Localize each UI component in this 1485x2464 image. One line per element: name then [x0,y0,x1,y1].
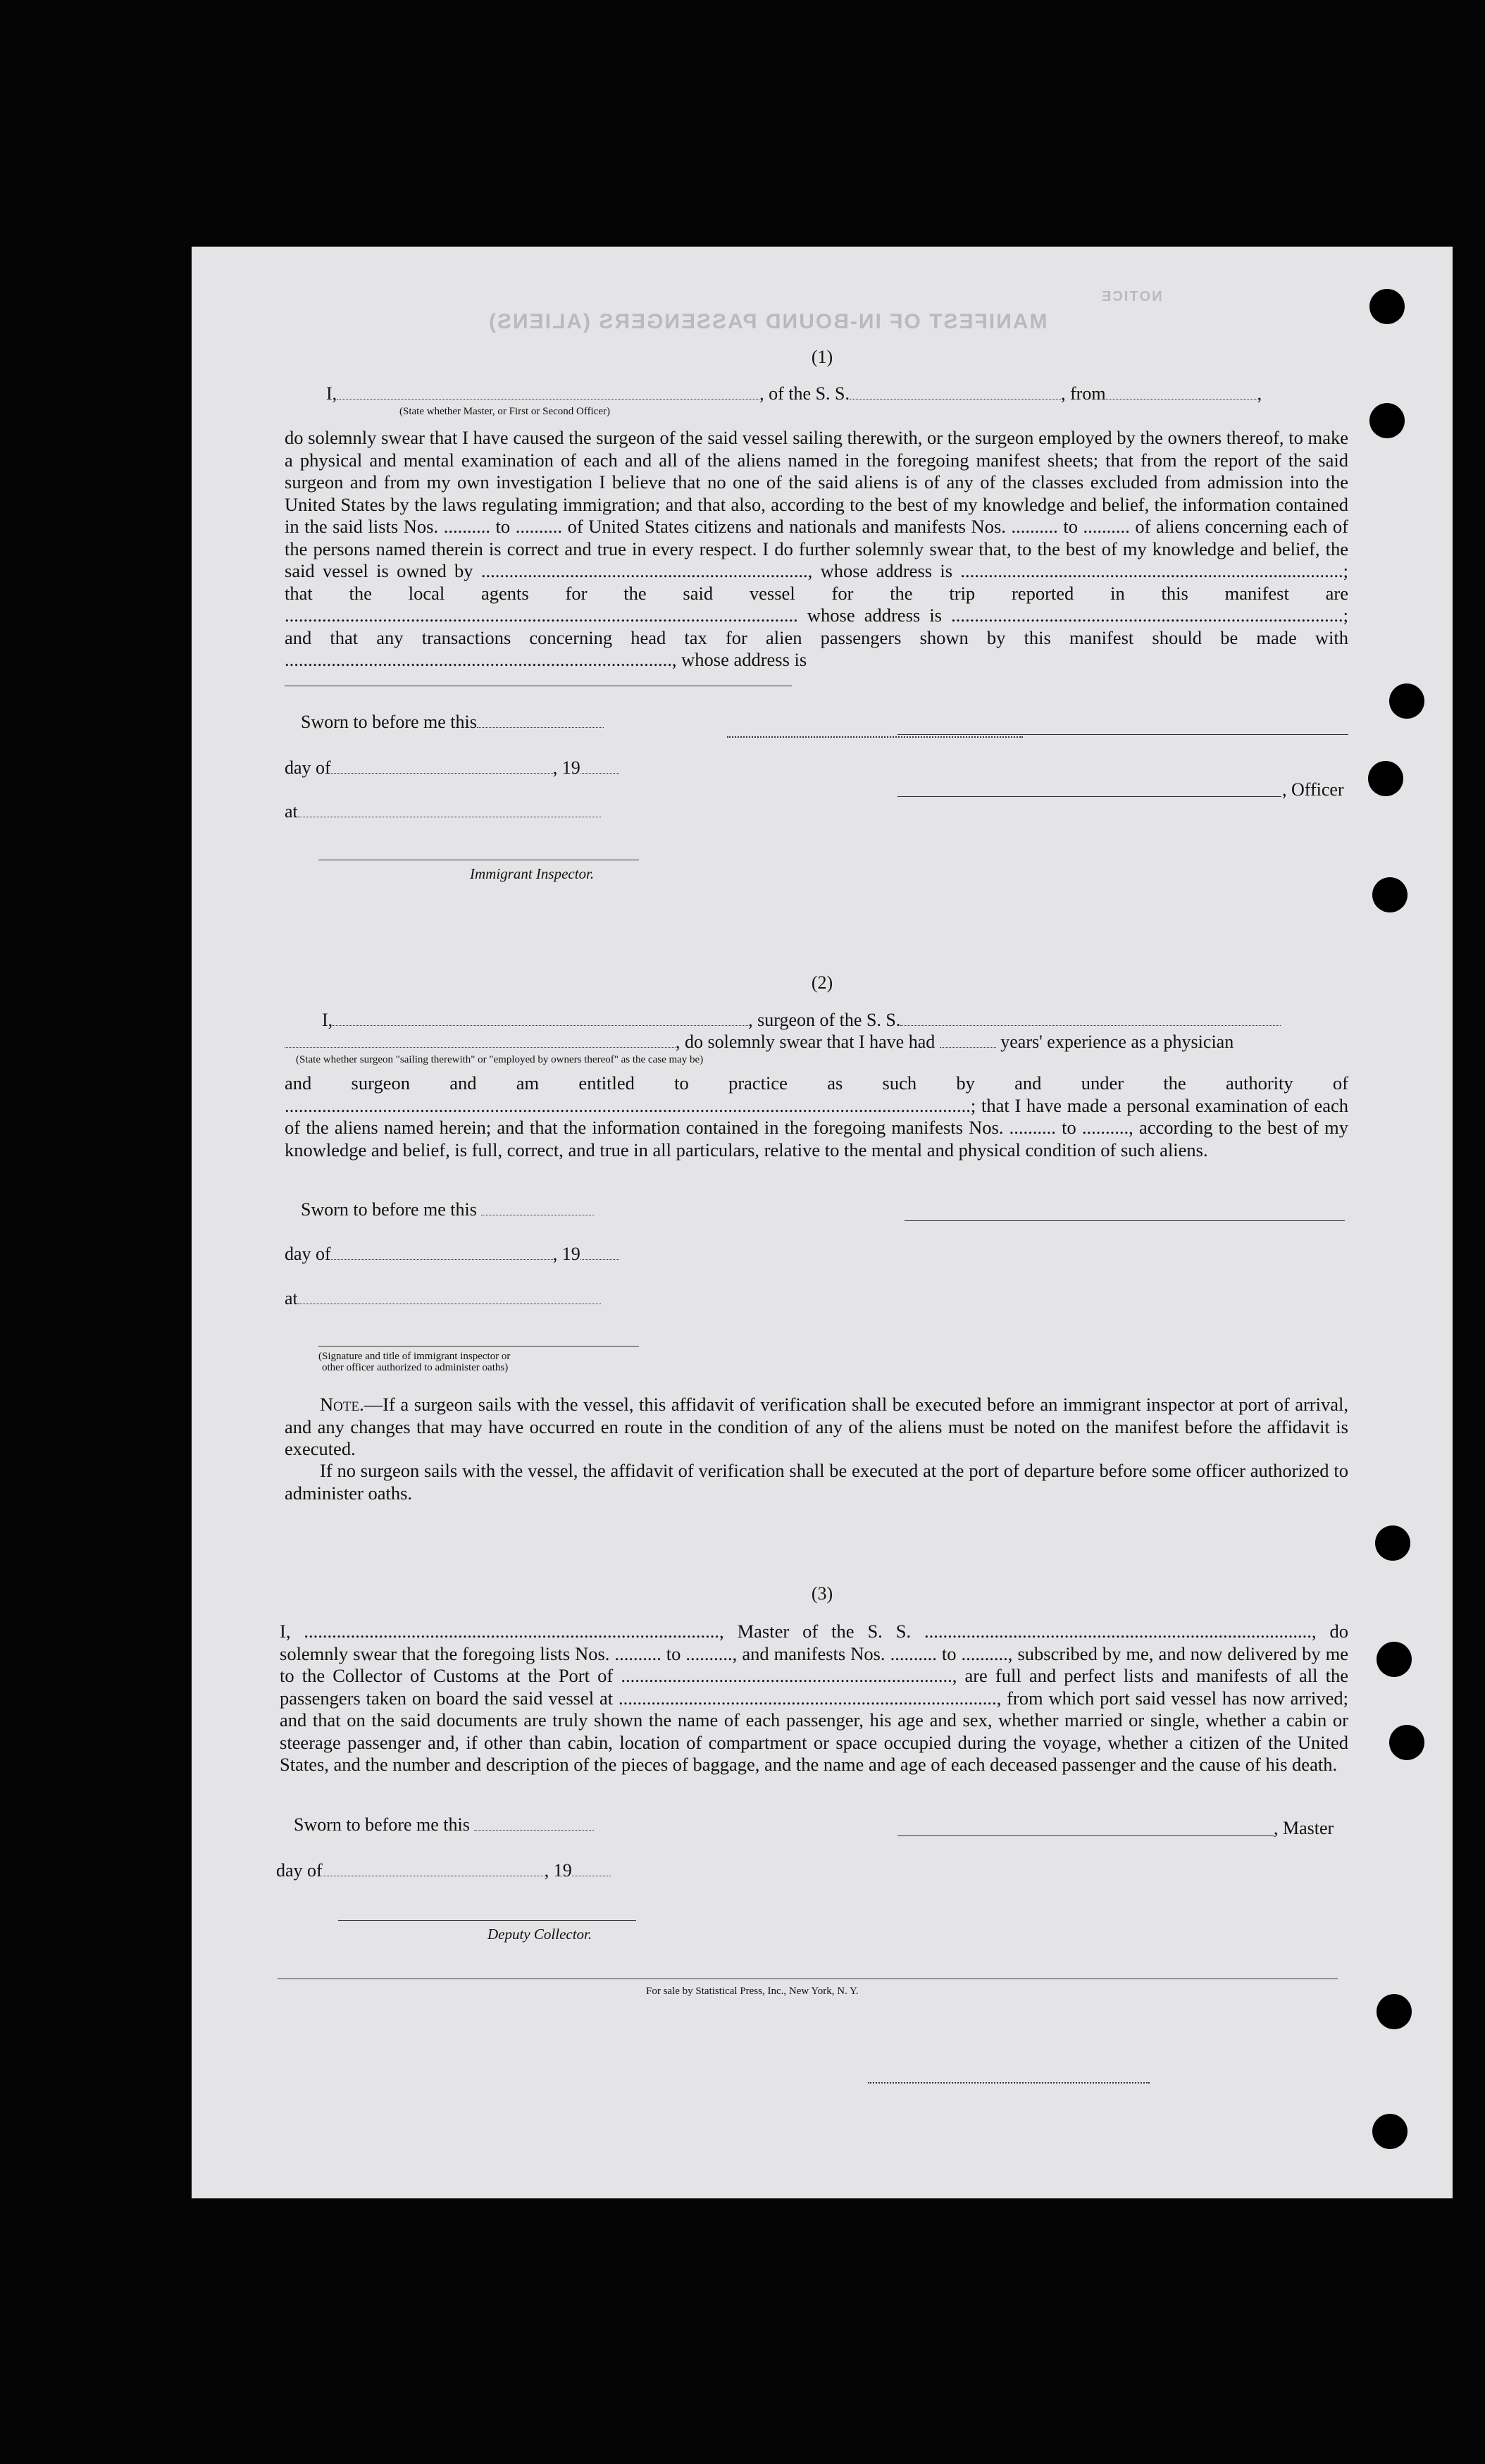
manifest-page [192,247,1453,2198]
footer-dotted-line [868,2082,1150,2084]
section-1-rank-caption: (State whether Master, or First or Second Officer) [399,406,611,417]
section-1-paragraph: do solemnly swear that I have caused the surgeon of the said vessel sailing therewith, or the surgeon employed by the owners thereof, to make a physical and mental examination of each and all of the aliens named in the foregoing manifest sheets; that from the report of the said surgeon and from my own investigation I believe that no one of the said aliens is of any of the classes excluded from admission into the United States by the laws regulating immigration; and that also, according to the best of my knowledge and belief, the information contained in the said lists Nos. .......... to .......... of United States citizens and nationals and manifests Nos. .......... to .......... of aliens concerning each of the persons named therein is correct and true in every respect. I do further solemnly swear that, to the best of my knowledge and belief, the said vessel is owned by ......................................................................, whose address is ..................................................................................; that the local agents for the said vessel for the trip reported in this manifest are .............................................................................................................. whose address is ....................................................................................; and that any transactions concerning head tax for alien passengers shown by this manifest should be made with ..................................................................................., whose address is [285,427,1348,670]
section-2-surgeon-caption: (State whether surgeon "sailing therewith" or "employed by owners thereof" as the case may be) [296,1054,704,1065]
punch-hole-icon [1375,1525,1410,1561]
punch-hole-icon [1372,877,1408,912]
surgeon-signature-line [905,1220,1345,1221]
note-label: Note. [320,1394,364,1415]
master-label: , Master [1274,1818,1334,1838]
punch-hole-icon [1372,2114,1408,2149]
punch-hole-icon [1377,1994,1412,2029]
punch-hole-icon [1377,1642,1412,1677]
section-2-intro-line: I, , surgeon of the S. S. [322,1010,1281,1031]
deputy-collector-title: Deputy Collector. [487,1926,592,1943]
section-1-number: (1) [811,347,833,367]
section-1-top-sig-line [897,734,1348,735]
section-3-sworn: Sworn to before me this [294,1814,594,1835]
section-2-sworn: Sworn to before me this [301,1199,594,1220]
deputy-collector-signature-line [338,1920,636,1921]
of-ss-label: , of the S. S. [759,383,850,404]
intro-i: I, [326,383,337,404]
section-3-day-of: day of , 19 [276,1860,611,1881]
ghost-header-text: MANIFEST OF IN-BOUND PASSENGERS (ALIENS) [487,310,1048,333]
section-1-sworn: Sworn to before me this [301,712,604,733]
section-2-number: (2) [811,972,833,993]
no-surgeon-note: If no surgeon sails with the vessel, the affidavit of verification shall be executed at the port of departure before some officer authorized to administer oaths. [285,1460,1348,1504]
officer-label: , Officer [1282,779,1344,800]
punch-hole-icon [1389,1725,1424,1760]
section-1-dotted-line [727,736,1023,738]
section-2-day-of: day of , 19 [285,1244,619,1265]
section-2-sig-caption-1: (Signature and title of immigrant inspector or [318,1351,511,1362]
punch-hole-icon [1369,289,1405,324]
section-3-number: (3) [811,1583,833,1604]
punch-hole-icon [1368,761,1403,796]
printer-footer: For sale by Statistical Press, Inc., New York, N. Y. [646,1986,859,1997]
section-2-at: at [285,1288,601,1309]
surgeon-note: Note.—If a surgeon sails with the vessel, this affidavit of verification shall be executed before an immigrant inspector at port of arrival, and any changes that may have occurred en route in the condition of any of the aliens must be noted on the manifest before the affidavit is executed. [285,1394,1348,1459]
punch-hole-icon [1369,403,1405,438]
section-1-intro-line: I, , of the S. S. , from , [326,383,1262,404]
officer-signature-line [897,796,1281,797]
master-signature-line [897,1835,1274,1836]
section-2-second-line: , do solemnly swear that I have had years' experience as a physician [285,1032,1234,1053]
ghost-notice-text: NOTICE [1100,289,1162,304]
section-2-sig-caption-2: other officer authorized to administer oaths) [322,1362,509,1373]
surgeon-of-label: , surgeon of the S. S. [748,1010,901,1030]
section-1-day-of: day of , 19 [285,757,619,779]
immigrant-inspector-title: Immigrant Inspector. [470,865,595,882]
from-label: , from [1061,383,1106,404]
section-1-at: at [285,801,601,822]
punch-hole-icon [1389,683,1424,719]
section-2-paragraph: and surgeon and am entitled to practice as such by and under the authority of ...................................................................................................................................................; that I have made a personal examination of each of the aliens named herein; and that the information contained in the foregoing manifests Nos. .......... to .........., according to the best of my knowledge and belief, is full, correct, and true in all particulars, relative to the mental and physical condition of such aliens. [285,1072,1348,1160]
section-3-paragraph: I, ........................................................................................., Master of the S. S. ..................................................................................., do solemnly swear that the foregoing lists Nos. .......... to .........., and manifests Nos. .......... to .........., subscribed by me, and now delivered by me to the Collector of Customs at the Port of ......................................................................., are full and perfect lists and manifests of all the passengers taken on board the said vessel at ................................................................................., from which port said vessel has now arrived; and that on the said documents are truly shown the name of each passenger, his age and sex, whether married or single, whether a cabin or steerage passenger and, if other than cabin, location of compartment or space occupied during the voyage, whether a citizen of the United States, and the number and description of the pieces of baggage, and the name and age of each deceased passenger and the cause of his death. [280,1621,1348,1775]
